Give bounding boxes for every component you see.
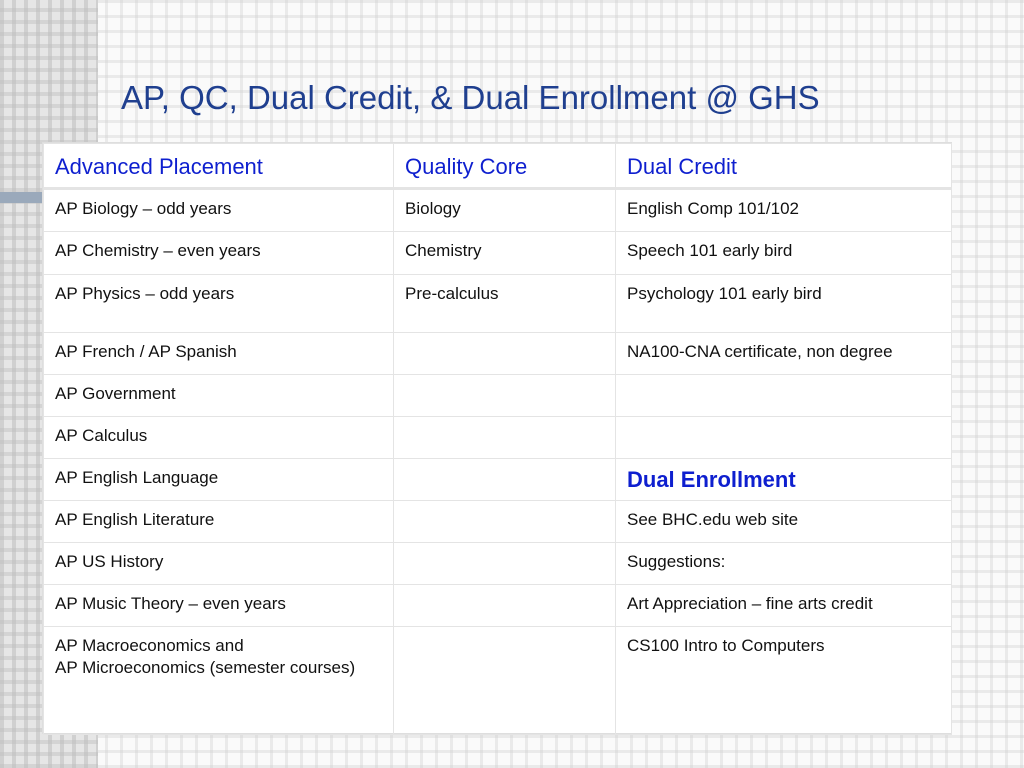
course-table-container xyxy=(42,142,952,734)
slide-title: AP, QC, Dual Credit, & Dual Enrollment @ GHS xyxy=(121,79,820,116)
table-cell-dc: English Comp 101/102 xyxy=(616,189,952,232)
table-cell-dc: Speech 101 early bird xyxy=(616,232,952,275)
table-row xyxy=(44,585,952,627)
table-cell-qc xyxy=(394,627,616,735)
table-row xyxy=(44,333,952,375)
table-cell-ap: AP Chemistry – even years xyxy=(44,232,394,275)
dual-enrollment-heading: Dual Enrollment xyxy=(616,459,952,501)
table-row xyxy=(44,275,952,333)
header-advanced-placement: Advanced Placement xyxy=(44,144,394,189)
table-row xyxy=(44,543,952,585)
table-cell-qc xyxy=(394,375,616,417)
table-cell-qc: Biology xyxy=(394,189,616,232)
table-row xyxy=(44,501,952,543)
table-cell-ap: AP Physics – odd years xyxy=(44,275,394,333)
header-quality-core: Quality Core xyxy=(394,144,616,189)
table-cell-dc: Psychology 101 early bird xyxy=(616,275,952,333)
table-cell-qc: Chemistry xyxy=(394,232,616,275)
table-cell-qc xyxy=(394,333,616,375)
table-row xyxy=(44,189,952,232)
accent-bar xyxy=(0,192,46,203)
table-cell-dc: CS100 Intro to Computers xyxy=(616,627,952,735)
header-dual-credit: Dual Credit xyxy=(616,144,952,189)
table-cell-dc: Suggestions: xyxy=(616,543,952,585)
table-cell-ap: AP Biology – odd years xyxy=(44,189,394,232)
table-row xyxy=(44,417,952,459)
table-cell-dc: NA100-CNA certificate, non degree xyxy=(616,333,952,375)
table-cell-ap: AP English Language xyxy=(44,459,394,501)
table-row xyxy=(44,375,952,417)
table-cell-qc: Pre-calculus xyxy=(394,275,616,333)
table-cell-dc: See BHC.edu web site xyxy=(616,501,952,543)
table-cell-ap: AP Macroeconomics and AP Microeconomics (semester courses) xyxy=(44,627,394,735)
course-table xyxy=(43,143,952,735)
table-cell-ap: AP Government xyxy=(44,375,394,417)
table-header-row xyxy=(44,144,952,189)
table-cell-qc xyxy=(394,459,616,501)
table-row xyxy=(44,232,952,275)
table-cell-qc xyxy=(394,585,616,627)
table-cell-dc xyxy=(616,375,952,417)
table-cell-ap: AP English Literature xyxy=(44,501,394,543)
table-cell-qc xyxy=(394,417,616,459)
table-cell-ap: AP French / AP Spanish xyxy=(44,333,394,375)
table-cell-dc: Art Appreciation – fine arts credit xyxy=(616,585,952,627)
table-cell-ap: AP Music Theory – even years xyxy=(44,585,394,627)
table-cell-ap: AP Calculus xyxy=(44,417,394,459)
table-row xyxy=(44,459,952,501)
table-cell-qc xyxy=(394,543,616,585)
table-row xyxy=(44,627,952,735)
table-cell-qc xyxy=(394,501,616,543)
table-cell-ap: AP US History xyxy=(44,543,394,585)
table-cell-dc xyxy=(616,417,952,459)
